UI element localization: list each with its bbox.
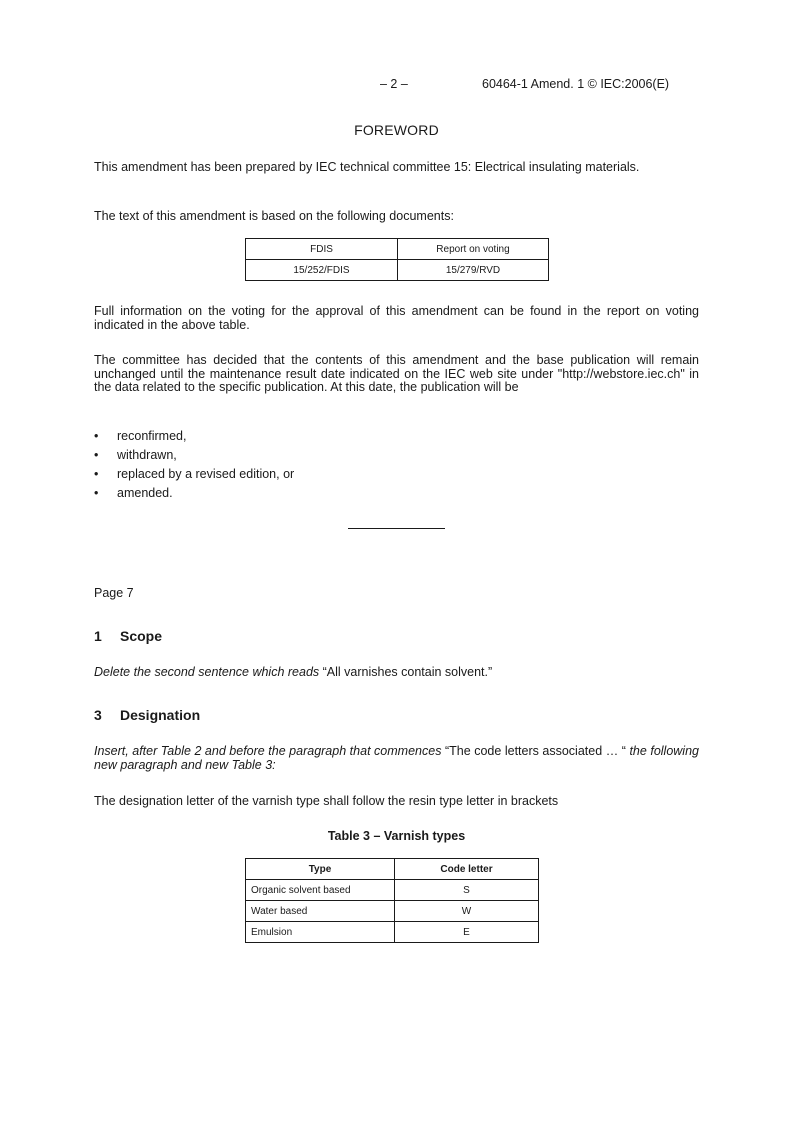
section-number: 3	[94, 707, 102, 723]
designation-heading	[94, 707, 200, 723]
page-reference: Page 7	[94, 586, 134, 600]
table-cell: W	[395, 901, 539, 922]
table-row	[246, 922, 539, 943]
table-cell: Water based	[246, 901, 395, 922]
foreword-paragraph-1: This amendment has been prepared by IEC technical committee 15: Electrical insulating materials.	[94, 160, 640, 174]
scope-heading	[94, 628, 162, 644]
scope-instruction: Delete the second sentence which reads “All varnishes contain solvent.”	[94, 665, 493, 679]
bullet-icon: •	[94, 467, 99, 481]
documents-table-cell: 15/279/RVD	[398, 260, 549, 281]
list-item: • replaced by a revised edition, or	[94, 467, 295, 481]
table-row	[246, 880, 539, 901]
list-item: • reconfirmed,	[94, 429, 187, 443]
foreword-paragraph-3: Full information on the voting for the approval of this amendment can be found in the report on voting indicated in the above table.	[94, 304, 699, 332]
table-header: Code letter	[395, 859, 539, 880]
designation-body: The designation letter of the varnish type shall follow the resin type letter in brackets	[94, 794, 559, 808]
documents-table-header: Report on voting	[398, 239, 549, 260]
bullet-list	[94, 429, 294, 505]
documents-table-header-row	[246, 239, 549, 260]
foreword-paragraph-4: The committee has decided that the contents of this amendment and the base publication will remain unchanged until the maintenance result date indicated on the IEC web site under "http://webstore.iec.ch" in the data related to the specific publication. At this date, the publication will be	[94, 353, 699, 394]
bullet-icon: •	[94, 448, 99, 462]
documents-table-row	[246, 260, 549, 281]
page-number: – 2 –	[380, 77, 408, 91]
documents-table-header: FDIS	[246, 239, 398, 260]
designation-instruction: Insert, after Table 2 and before the paragraph that commences “The code letters associated … “ the following new paragraph and new Table 3:	[94, 744, 699, 772]
table-cell: E	[395, 922, 539, 943]
section-number: 1	[94, 628, 102, 644]
table-row	[246, 901, 539, 922]
table-header-row	[246, 859, 539, 880]
bullet-icon: •	[94, 486, 99, 500]
documents-table	[245, 238, 549, 281]
list-item: • withdrawn,	[94, 448, 177, 462]
list-item: • amended.	[94, 486, 173, 500]
foreword-paragraph-2: The text of this amendment is based on the following documents:	[94, 209, 454, 223]
bullet-icon: •	[94, 429, 99, 443]
table-cell: Organic solvent based	[246, 880, 395, 901]
table3-caption: Table 3 – Varnish types	[327, 829, 466, 843]
table-cell: Emulsion	[246, 922, 395, 943]
foreword-title: FOREWORD	[354, 122, 439, 138]
section-title: Designation	[120, 707, 201, 723]
section-title: Scope	[120, 628, 163, 644]
documents-table-cell: 15/252/FDIS	[246, 260, 398, 281]
section-divider	[348, 528, 445, 529]
table-cell: S	[395, 880, 539, 901]
table-header: Type	[246, 859, 395, 880]
document-reference: 60464-1 Amend. 1 © IEC:2006(E)	[482, 77, 670, 91]
varnish-types-table	[245, 858, 539, 943]
